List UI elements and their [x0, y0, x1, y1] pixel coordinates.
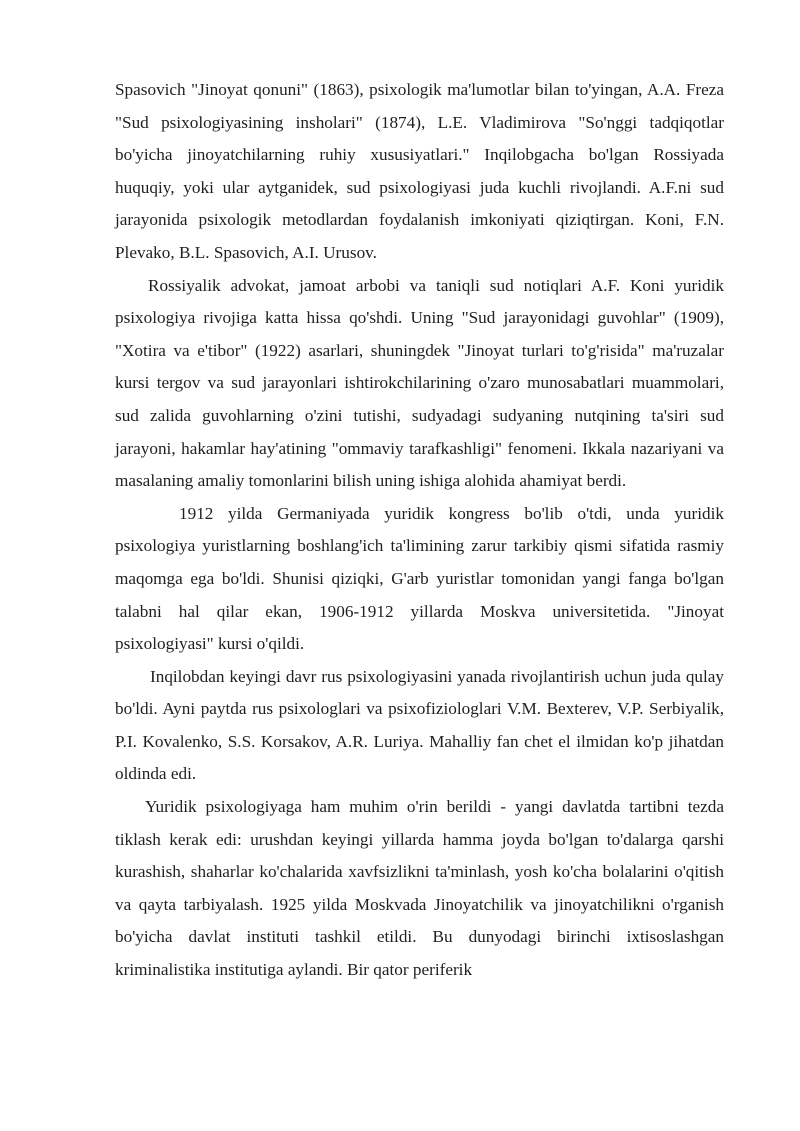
paragraph-3: 1912 yilda Germaniyada yuridik kongress bo'lib o'tdi, unda yuridik psixologiya yuristlarning boshlang'ich ta'limining zarur tarkibiy qismi sifatida rasmiy maqomga ega bo'ldi. Shunisi qiziqki, G'arb yuristlar tomonidan yangi fanga bo'lgan talabni hal qilar ekan, 1906-1912 yillarda Moskva universitetida. "Jinoyat psixologiyasi" kursi o'qildi. — [115, 503, 724, 654]
paragraph-4: Inqilobdan keyingi davr rus psixologiyasini yanada rivojlantirish uchun juda qulay bo'ldi. Ayni paytda rus psixologlari va psixofiziologlari V.M. Bexterev, V.P. Serbiyalik, P.I. Kovalenko, S.S. Korsakov, A.R. Luriya. Mahalliy fan chet el ilmidan ko'p jihatdan oldinda edi. — [115, 666, 724, 784]
paragraph-1: Spasovich "Jinoyat qonuni" (1863), psixologik ma'lumotlar bilan to'yingan, A.A. Freza "Sud psixologiyasining insholari" (1874), L.E. Vladimirova "So'nggi tadqiqotlar bo'yicha jinoyatchilarning ruhiy xususiyatlari." Inqilobgacha bo'lgan Rossiyada huquqiy, yoki ular aytganidek, sud psixologiyasi juda kuchli rivojlandi. A.F.ni sud jarayonida psixologik metodlardan foydalanish imkoniyati qiziqtirgan. Koni, F.N. Plevako, B.L. Spasovich, A.I. Urusov. — [115, 80, 724, 262]
paragraph-5: Yuridik psixologiyaga ham muhim o'rin berildi - yangi davlatda tartibni tezda tiklash kerak edi: urushdan keyingi yillarda hamma joyda bo'lgan to'dalarga qarshi kurashish, shaharlar ko'chalarida xavfsizlikni ta'minlash, yosh ko'cha bolalarini o'qitish va qayta tarbiyalash. 1925 yilda Moskvada Jinoyatchilik va jinoyatchilikni o'rganish bo'yicha davlat instituti tashkil etildi. Bu dunyodagi birinchi ixtisoslashgan kriminalistika institutiga aylandi. Bir qator periferik — [115, 797, 724, 980]
paragraph-2: Rossiyalik advokat, jamoat arbobi va taniqli sud notiqlari A.F. Koni yuridik psixologiya rivojiga katta hissa qo'shdi. Uning "Sud jarayonidagi guvohlar" (1909), "Xotira va e'tibor" (1922) asarlari, shuningdek "Jinoyat turlari to'g'risida" ma'ruzalar kursi tergov va sud jarayonlari ishtirokchilarining o'zaro munosabatlari muammolari, sud zalida guvohlarning o'zini tutishi, sudyadagi sudyaning nutqining ta'siri sud jarayoni, hakamlar hay'atining "ommaviy tarafkashligi" fenomeni. Ikkala nazariyani va masalaning amaliy tomonlarini bilish uning ishiga alohida ahamiyat berdi. — [115, 275, 724, 491]
body-text — [115, 74, 724, 987]
